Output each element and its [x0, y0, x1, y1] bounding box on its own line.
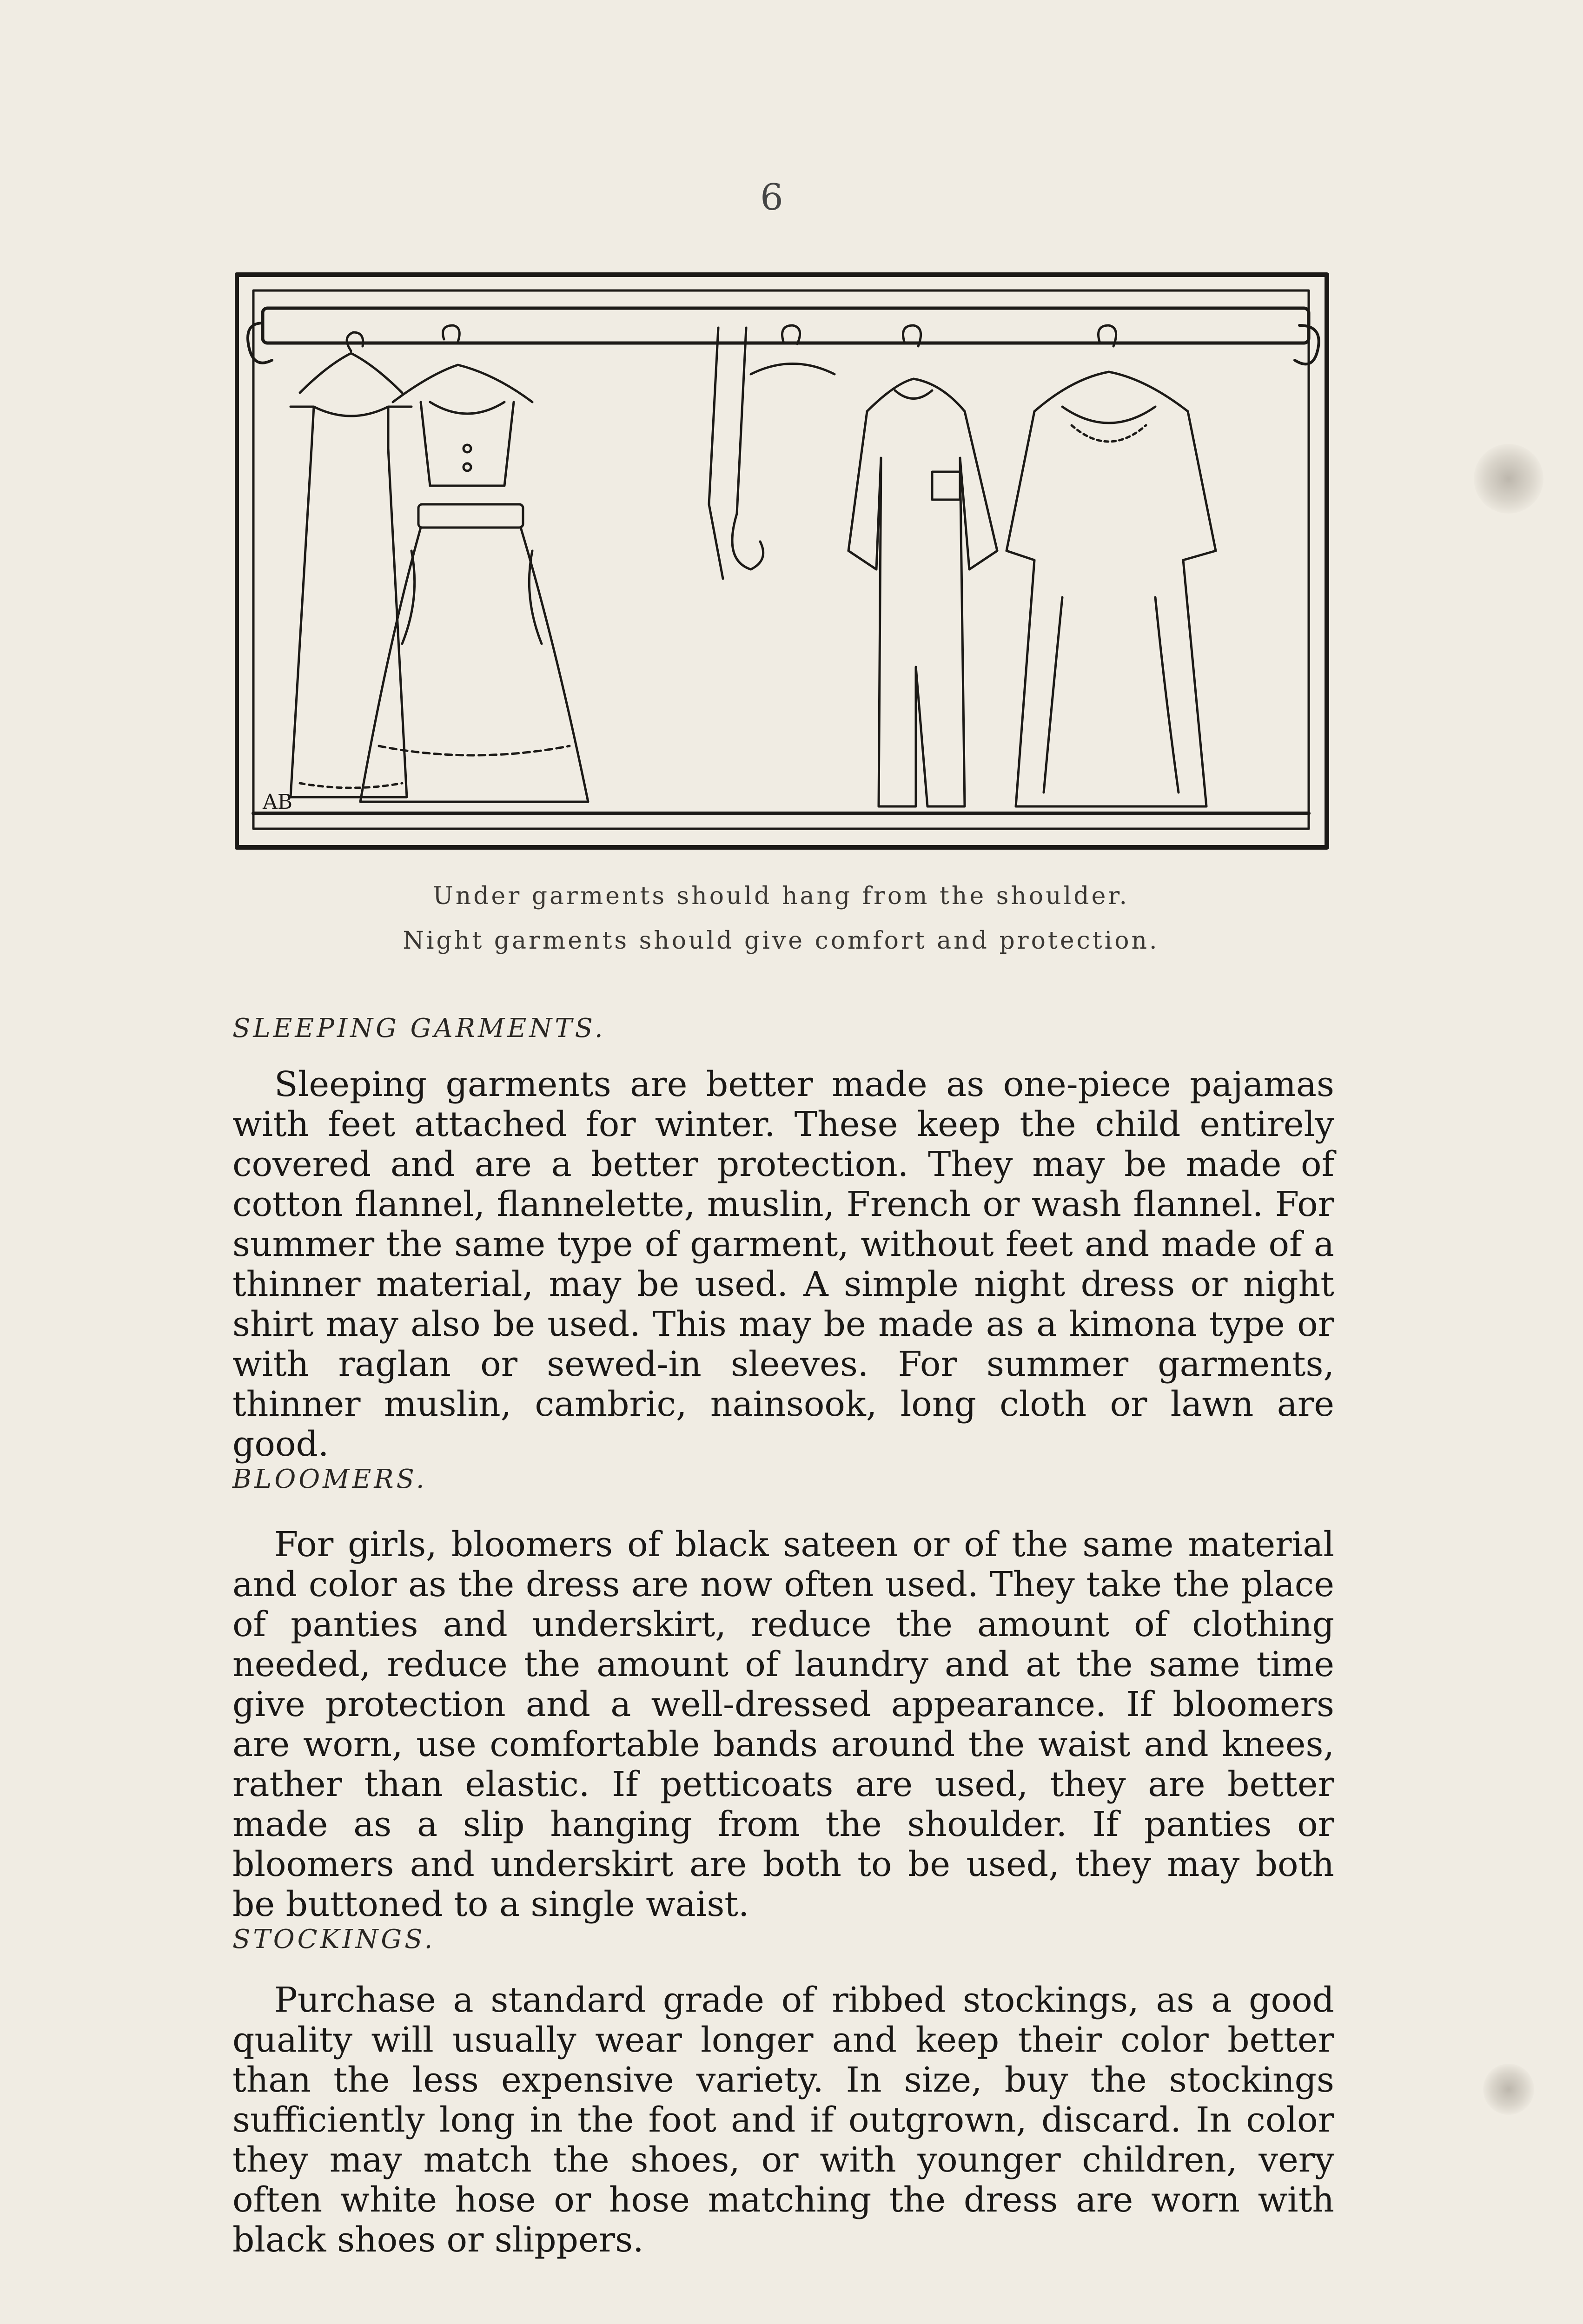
sash-garment — [709, 328, 763, 579]
section-heading-stockings: STOCKINGS. — [232, 1924, 436, 1954]
section-text-bloomers: For girls, bloomers of black sateen or of the same material and color as the dress are now often used. They take the place of panties and underskirt, reduce the amount of clothing needed, reduce the amount of laundry and at the same time give protection and a well-dressed appearance. If bloomers are worn, use comfortable bands around the waist and knees, rather than elastic. If petticoats are used, they are better made as a slip hanging from the shoulder. If panties or bloomers and underskirt are both to be used, they may both be buttoned to a single waist. — [232, 1525, 1334, 1924]
frame-outer — [237, 275, 1327, 847]
paper-tear-mark — [1483, 2064, 1534, 2115]
section-text-stockings: Purchase a standard grade of ribbed stockings, as a good quality will usually wear longer and keep their color better than the less expensive variety. In size, buy the stockings sufficiently long in the foot and if outgrown, discard. In color they may match the shoes, or with younger children, very often white hose or hose matching the dress are worn with black shoes or slippers. — [232, 1980, 1334, 2260]
slip-garment — [262, 332, 411, 814]
pajamas-garment — [848, 325, 997, 806]
section-text-sleeping: Sleeping garments are better made as one-piece pajamas with feet attached for winter. These keep the child entirely covered and are a better protection. They may be made of cotton flannel, flannelette, muslin, French or wash flannel. For summer the same type of garment, without feet and made of a thinner material, may be used. A simple night dress or night shirt may also be used. This may be made as a kimona type or with raglan or sewed-in sleeves. For summer garments, thinner muslin, cambric, nainsook, long cloth or lawn are good. — [232, 1064, 1334, 1464]
figure-caption — [232, 874, 1330, 963]
nightdress-garment — [1007, 325, 1216, 806]
page-number: 6 — [760, 177, 783, 218]
caption-line-2: Night garments should give comfort and protection. — [403, 927, 1159, 955]
caption-line-1: Under garments should hang from the shoulder. — [432, 882, 1130, 910]
section-heading-sleeping: SLEEPING GARMENTS. — [232, 1013, 606, 1043]
monogram-text: AB — [263, 790, 293, 814]
section-heading-bloomers: BLOOMERS. — [232, 1464, 427, 1494]
paper-hole-mark — [1474, 444, 1543, 514]
garments-illustration — [235, 272, 1330, 851]
clothes-rod — [263, 308, 1309, 343]
